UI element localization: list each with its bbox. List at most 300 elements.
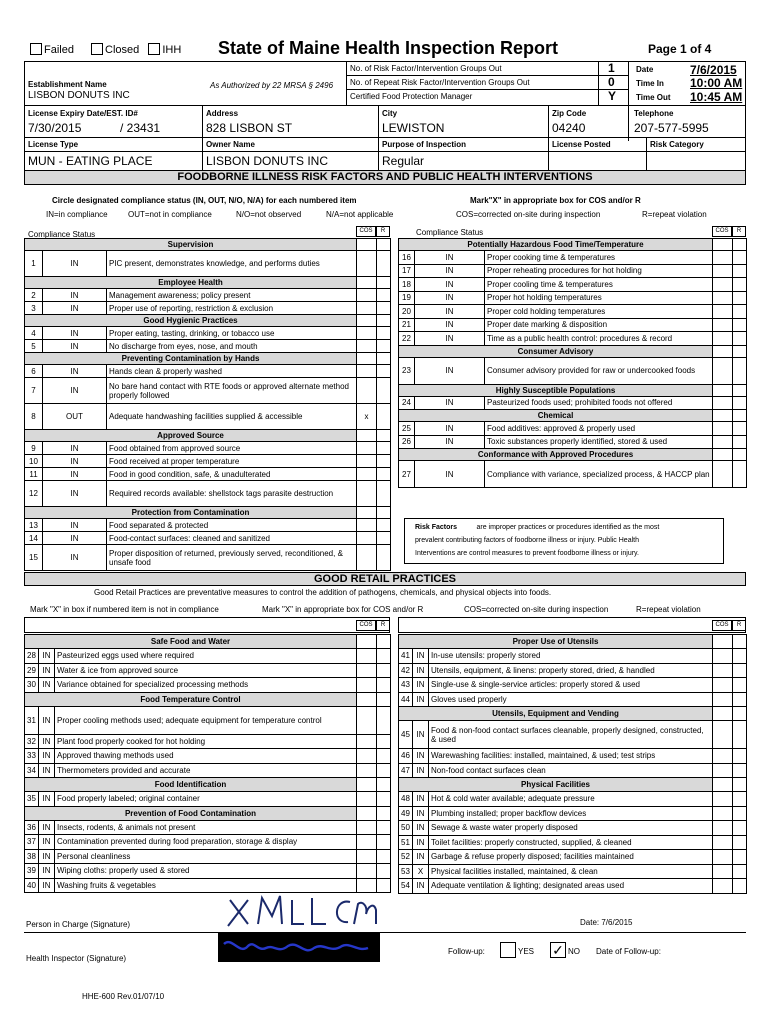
repeat-mark[interactable] [377,442,391,455]
cos-mark[interactable] [357,734,377,749]
compliance-status[interactable]: IN [415,318,485,332]
item-number: 2 [25,289,43,302]
compliance-mark[interactable]: IN [413,763,429,778]
repeat-mark[interactable] [377,545,391,571]
compliance-status[interactable]: IN [43,327,107,340]
compliance-mark[interactable]: IN [413,692,429,707]
foodborne-title: FOODBORNE ILLNESS RISK FACTORS AND PUBLIC HEALTH INTERVENTIONS [24,170,746,185]
r-cell [377,635,391,649]
compliance-mark[interactable]: IN [39,835,55,850]
cos-mark[interactable] [713,835,733,850]
cos-mark[interactable]: x [357,404,377,430]
item-number: 38 [25,849,39,864]
cos-mark[interactable] [357,820,377,835]
r-cell [733,345,747,357]
compliance-status[interactable]: IN [43,289,107,302]
repeat-mark[interactable] [377,706,391,734]
cos-mark[interactable] [713,692,733,707]
cos-cell [357,353,377,365]
cos-mark[interactable] [713,305,733,319]
compliance-mark[interactable]: IN [39,706,55,734]
cfpm-label: Certified Food Protection Manager [350,92,473,101]
cos-mark[interactable] [713,357,733,384]
repeat-mark[interactable] [377,649,391,664]
repeat-mark[interactable] [733,692,747,707]
repeat-mark[interactable] [733,461,747,488]
cos-mark[interactable] [357,289,377,302]
cos-mark[interactable] [357,864,377,879]
item-number: 33 [25,749,39,764]
section-heading: Preventing Contamination by Hands [25,353,357,365]
section-heading: Utensils, Equipment and Vending [399,707,713,721]
repeat-mark[interactable] [733,864,747,879]
cos-mark[interactable] [357,442,377,455]
repeat-mark[interactable] [733,305,747,319]
compliance-status[interactable]: IN [415,305,485,319]
legend-out: OUT=not in compliance [128,210,212,219]
cos-cell [713,239,733,251]
item-number: 5 [25,340,43,353]
date-value: 7/6/2015 [690,63,737,77]
retail-item-row [399,749,747,764]
cos-mark[interactable] [357,519,377,532]
compliance-status[interactable]: IN [43,468,107,481]
repeat-mark[interactable] [733,850,747,865]
risk-groups-out-value: 1 [608,61,615,75]
left-compliance-status-header: Compliance Status [28,230,96,239]
section-heading: Protection from Contamination [25,507,357,519]
owner-label: Owner Name [206,140,255,149]
compliance-mark[interactable]: IN [413,678,429,693]
cos-mark[interactable] [357,749,377,764]
repeat-mark[interactable] [733,749,747,764]
cos-cell [357,692,377,706]
item-description: Proper cooling time & temperatures [485,278,713,292]
cos-cell [357,507,377,519]
risk-item-row [399,332,747,346]
r-cell [733,778,747,792]
cos-mark[interactable] [713,678,733,693]
time-in-label: Time In [636,79,664,88]
compliance-status[interactable]: IN [43,455,107,468]
risk-item-row [399,357,747,384]
cos-mark[interactable] [357,706,377,734]
retail-item-row [25,820,391,835]
compliance-mark[interactable]: IN [39,663,55,678]
compliance-mark[interactable]: IN [413,806,429,821]
compliance-mark[interactable]: IN [39,649,55,664]
right-risk-factors-table [398,238,747,488]
risk-item-row [25,251,391,277]
repeat-mark[interactable] [377,792,391,807]
compliance-mark[interactable]: IN [413,721,429,749]
item-description: Plant food properly cooked for hot holding [55,734,357,749]
repeat-mark[interactable] [377,455,391,468]
compliance-status[interactable]: IN [43,519,107,532]
cos-mark[interactable] [357,251,377,277]
section-heading: Good Hygienic Practices [25,315,357,327]
followup-yes-label: YES [518,947,535,956]
risk-note-bold: Risk Factors [415,524,458,531]
compliance-status[interactable]: IN [43,340,107,353]
cos-mark[interactable] [357,340,377,353]
repeat-mark[interactable] [377,302,391,315]
risk-item-row [25,481,391,507]
cos-mark[interactable] [713,879,733,894]
legend-na: N/A=not applicable [326,210,394,219]
repeat-mark[interactable] [733,806,747,821]
cos-mark[interactable] [713,763,733,778]
item-number: 40 [25,878,39,893]
item-description: Sewage & waste water properly disposed [429,821,713,836]
risk-item-row [25,519,391,532]
repeat-mark[interactable] [377,763,391,778]
item-number: 21 [399,318,415,332]
repeat-mark[interactable] [377,849,391,864]
compliance-status[interactable]: IN [43,532,107,545]
cos-mark[interactable] [713,435,733,449]
compliance-mark[interactable]: IN [413,649,429,664]
compliance-mark[interactable]: IN [413,663,429,678]
risk-item-row [399,396,747,410]
repeat-mark[interactable] [733,649,747,664]
page-title: State of Maine Health Inspection Report [218,38,559,58]
r-cell [733,239,747,251]
compliance-mark[interactable]: IN [39,763,55,778]
item-description: Personal cleanliness [55,849,357,864]
license-posted-label: License Posted [552,140,611,149]
cos-mark[interactable] [357,378,377,404]
cos-mark[interactable] [357,835,377,850]
cos-mark[interactable] [713,749,733,764]
repeat-mark[interactable] [733,821,747,836]
owner-value: LISBON DONUTS INC [206,154,329,168]
repeat-mark[interactable] [733,264,747,278]
license-expiry-label: License Expiry Date/EST. ID# [28,109,138,118]
item-number: 30 [25,678,39,693]
followup-label: Follow-up: [448,947,485,956]
item-description: Insects, rodents, & animals not present [55,820,357,835]
item-description: Proper eating, tasting, drinking, or tobacco use [107,327,357,340]
repeat-mark[interactable] [377,663,391,678]
item-number: 20 [399,305,415,319]
compliance-status[interactable]: IN [43,251,107,277]
repeat-mark[interactable] [733,251,747,265]
repeat-mark[interactable] [377,327,391,340]
risk-item-row [25,468,391,481]
risk-item-row [25,302,391,315]
cos-cell [713,778,733,792]
repeat-mark[interactable] [733,835,747,850]
repeat-mark[interactable] [377,734,391,749]
right-retail-table [398,634,747,894]
followup-yes-checkbox[interactable] [500,942,516,958]
compliance-status[interactable]: IN [415,251,485,265]
address-value: 828 LISBON ST [206,121,293,135]
retail-item-row [399,806,747,821]
r-cell [377,239,391,251]
repeat-mark[interactable] [733,422,747,436]
establishment-value: LISBON DONUTS INC [28,90,130,101]
cos-mark[interactable] [713,806,733,821]
repeat-mark[interactable] [733,678,747,693]
item-number: 27 [399,461,415,488]
item-number: 1 [25,251,43,277]
repeat-mark[interactable] [733,763,747,778]
closed-checkbox[interactable]: Closed [91,44,139,56]
cos-mark[interactable] [713,396,733,410]
item-number: 9 [25,442,43,455]
item-number: 35 [25,792,39,807]
cos-mark[interactable] [357,849,377,864]
cos-mark[interactable] [713,251,733,265]
compliance-mark[interactable]: IN [413,879,429,894]
cos-mark[interactable] [357,545,377,571]
compliance-status[interactable]: IN [415,264,485,278]
cos-mark[interactable] [713,332,733,346]
cos-mark[interactable] [357,365,377,378]
time-out-value: 10:45 AM [690,90,743,104]
item-description: Hands clean & properly washed [107,365,357,378]
cos-mark[interactable] [713,264,733,278]
repeat-mark[interactable] [733,357,747,384]
repeat-mark[interactable] [377,378,391,404]
risk-item-row [399,305,747,319]
compliance-status[interactable]: IN [415,422,485,436]
right-retail-cos-header: COS [712,620,732,631]
compliance-mark[interactable]: IN [413,835,429,850]
compliance-mark[interactable]: IN [413,792,429,807]
compliance-status[interactable]: IN [415,332,485,346]
compliance-status[interactable]: IN [415,357,485,384]
item-number: 11 [25,468,43,481]
compliance-status[interactable]: IN [415,396,485,410]
item-number: 13 [25,519,43,532]
r-cell [733,449,747,461]
repeat-mark[interactable] [733,291,747,305]
compliance-status[interactable]: OUT [43,404,107,430]
item-description: Toilet facilities: properly constructed, supplied, & cleaned [429,835,713,850]
item-description: In-use utensils: properly stored [429,649,713,664]
repeat-mark[interactable] [733,435,747,449]
compliance-status[interactable]: IN [43,442,107,455]
cos-mark[interactable] [357,792,377,807]
compliance-mark[interactable]: IN [39,734,55,749]
item-description: Utensils, equipment, & linens: properly stored, dried, & handled [429,663,713,678]
compliance-mark[interactable]: IN [39,864,55,879]
item-description: Proper disposition of returned, previously served, reconditioned, & unsafe food [107,545,357,571]
compliance-status[interactable]: IN [415,435,485,449]
repeat-mark[interactable] [733,332,747,346]
cos-mark[interactable] [357,763,377,778]
cos-cell [357,635,377,649]
ihh-checkbox[interactable]: IHH [148,44,181,56]
item-number: 22 [399,332,415,346]
repeat-mark[interactable] [377,468,391,481]
right-retail-header-row [398,617,746,633]
repeat-mark[interactable] [377,289,391,302]
failed-checkbox[interactable]: Failed [30,44,74,56]
compliance-status[interactable]: IN [43,545,107,571]
section-heading: Chemical [399,410,713,422]
compliance-status[interactable]: IN [415,291,485,305]
item-description: Physical facilities installed, maintained, & clean [429,864,713,879]
risk-item-row [25,340,391,353]
cos-mark[interactable] [357,649,377,664]
repeat-mark[interactable] [733,721,747,749]
item-description: Proper reheating procedures for hot holding [485,264,713,278]
city-value: LEWISTON [382,121,445,135]
section-header-row [399,707,747,721]
retail-legend-r: R=repeat violation [636,605,701,614]
repeat-mark[interactable] [377,749,391,764]
repeat-mark[interactable] [377,481,391,507]
cos-mark[interactable] [357,678,377,693]
cos-cell [713,345,733,357]
repeat-mark[interactable] [733,278,747,292]
followup-no-checkbox[interactable] [550,942,566,958]
compliance-mark[interactable]: IN [413,821,429,836]
cos-cell [713,410,733,422]
risk-item-row [399,318,747,332]
r-cell [377,277,391,289]
repeat-mark[interactable] [377,365,391,378]
followup-date-label: Date of Follow-up: [596,947,661,956]
cos-mark[interactable] [357,481,377,507]
compliance-status[interactable]: IN [43,302,107,315]
item-number: 49 [399,806,413,821]
cos-mark[interactable] [357,532,377,545]
compliance-mark[interactable]: IN [39,849,55,864]
repeat-mark[interactable] [377,820,391,835]
repeat-mark[interactable] [733,879,747,894]
followup-no-label: NO [568,947,580,956]
compliance-mark[interactable]: IN [39,749,55,764]
repeat-mark[interactable] [377,340,391,353]
repeat-mark[interactable] [733,663,747,678]
repeat-mark[interactable] [733,792,747,807]
cos-mark[interactable] [713,422,733,436]
risk-groups-out-label: No. of Risk Factor/Intervention Groups Out [350,64,502,73]
repeat-mark[interactable] [733,396,747,410]
cos-mark[interactable] [357,327,377,340]
repeat-mark[interactable] [377,678,391,693]
risk-item-row [25,532,391,545]
cos-mark[interactable] [713,461,733,488]
item-number: 7 [25,378,43,404]
repeat-mark[interactable] [377,404,391,430]
compliance-status[interactable]: IN [415,461,485,488]
cos-mark[interactable] [713,278,733,292]
risk-category-label: Risk Category [650,140,704,149]
compliance-mark[interactable]: X [413,864,429,879]
cos-cell [357,315,377,327]
telephone-label: Telephone [634,109,674,118]
item-number: 28 [25,649,39,664]
cos-mark[interactable] [713,318,733,332]
item-description: Proper cooling methods used; adequate equipment for temperature control [55,706,357,734]
compliance-status[interactable]: IN [43,365,107,378]
item-number: 37 [25,835,39,850]
repeat-mark[interactable] [377,519,391,532]
cos-mark[interactable] [713,291,733,305]
retail-item-row [399,721,747,749]
legend-no: N/O=not observed [236,210,302,219]
risk-item-row [25,378,391,404]
compliance-mark[interactable]: IN [39,820,55,835]
compliance-status[interactable]: IN [43,378,107,404]
item-number: 15 [25,545,43,571]
compliance-mark[interactable]: IN [39,878,55,893]
section-header-row [399,410,747,422]
r-cell [377,778,391,792]
cos-mark[interactable] [713,850,733,865]
cos-mark[interactable] [357,302,377,315]
item-number: 17 [399,264,415,278]
retail-item-row [25,706,391,734]
section-header-row [25,507,391,519]
cos-cell [713,707,733,721]
repeat-mark[interactable] [377,251,391,277]
r-cell [377,315,391,327]
item-description: Food properly labeled; original container [55,792,357,807]
item-description: Food-contact surfaces: cleaned and sanitized [107,532,357,545]
section-header-row [25,430,391,442]
repeat-groups-out-label: No. of Repeat Risk Factor/Intervention Groups Out [350,78,530,87]
item-number: 47 [399,763,413,778]
item-number: 41 [399,649,413,664]
cfpm-value: Y [608,89,617,103]
risk-item-row [399,435,747,449]
item-description: Food received at proper temperature [107,455,357,468]
cos-mark[interactable] [713,721,733,749]
r-cell [733,384,747,396]
cos-mark[interactable] [713,663,733,678]
cos-mark[interactable] [357,468,377,481]
retail-item-row [399,835,747,850]
cos-mark[interactable] [713,649,733,664]
item-number: 18 [399,278,415,292]
right-cos-header: COS [712,226,732,237]
compliance-mark[interactable]: IN [39,678,55,693]
cos-cell [357,778,377,792]
item-number: 3 [25,302,43,315]
item-description: Consumer advisory provided for raw or undercooked foods [485,357,713,384]
compliance-status[interactable]: IN [43,481,107,507]
compliance-status[interactable]: IN [415,278,485,292]
repeat-mark[interactable] [377,835,391,850]
left-retail-header-row [24,617,390,633]
item-number: 34 [25,763,39,778]
compliance-mark[interactable]: IN [39,792,55,807]
cos-mark[interactable] [357,455,377,468]
compliance-mark[interactable]: IN [413,749,429,764]
repeat-mark[interactable] [377,532,391,545]
repeat-mark[interactable] [377,864,391,879]
cos-mark[interactable] [713,821,733,836]
risk-item-row [399,278,747,292]
cos-mark[interactable] [357,663,377,678]
item-description: Adequate ventilation & lighting; designated areas used [429,879,713,894]
compliance-mark[interactable]: IN [413,850,429,865]
repeat-mark[interactable] [733,318,747,332]
section-heading: Proper Use of Utensils [399,635,713,649]
item-description: Variance obtained for specialized processing methods [55,678,357,693]
status-checkboxes [30,43,181,56]
purpose-label: Purpose of Inspection [382,140,467,149]
cos-mark[interactable] [713,792,733,807]
cos-mark[interactable] [713,864,733,879]
